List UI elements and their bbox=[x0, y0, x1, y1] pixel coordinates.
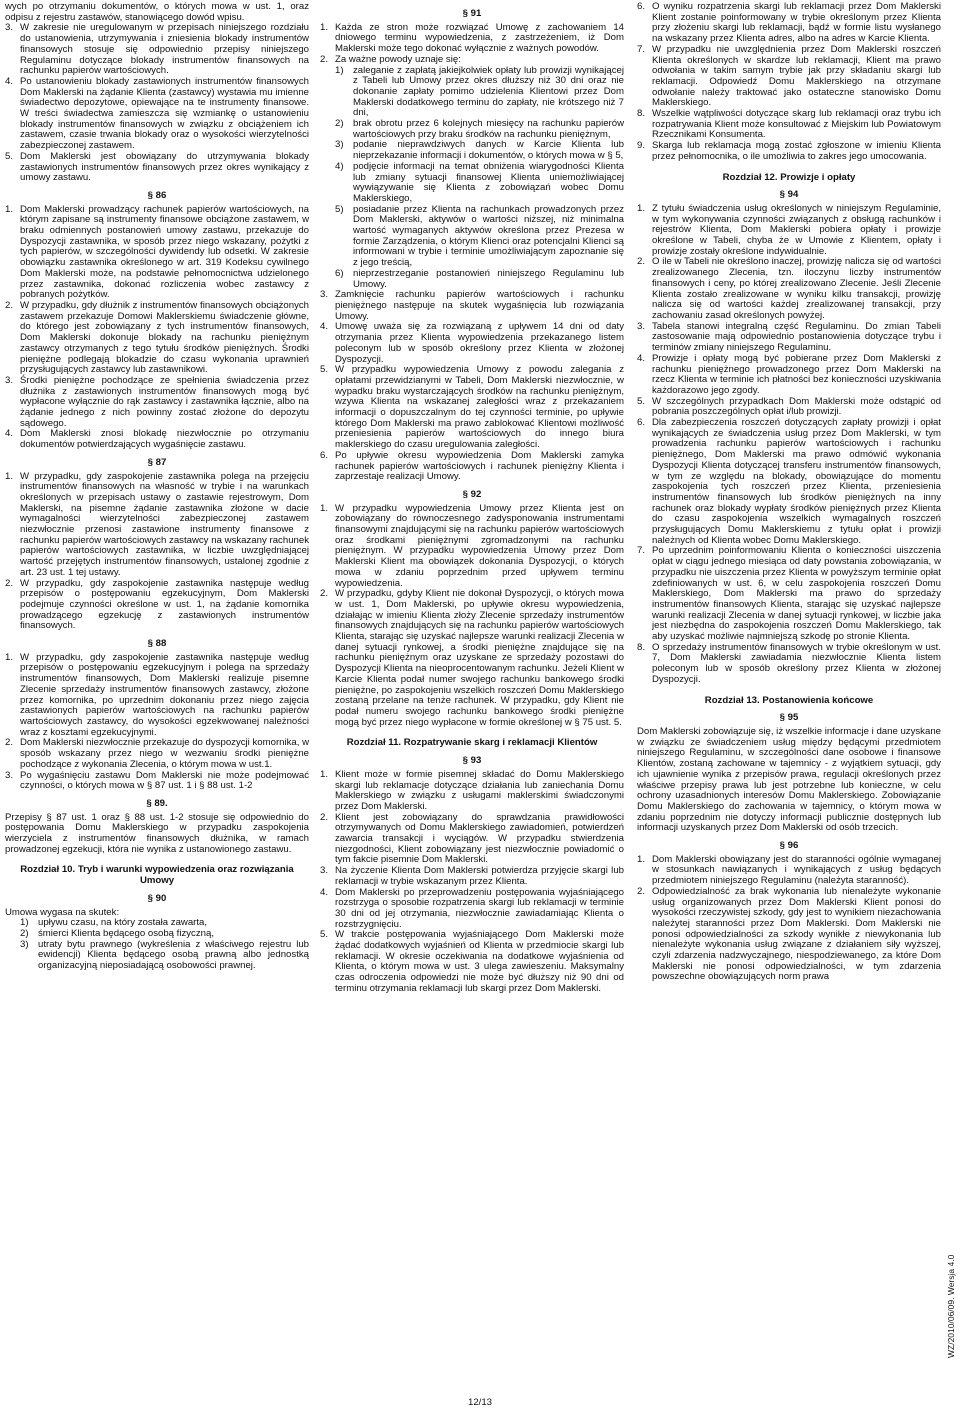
item-text: W przypadku nie uwzględnienia przez Dom Maklerski roszczeń Klienta określonych w skardze lub reklamacji, Klient ma prawo odwołania w takim samym trybie jak przy składaniu skargi lub reklamacji. Odpowiedź Domu Maklerskiego na otrzymane odwołanie należy traktować jako ostateczne stanowisko Domu Maklerskiego. bbox=[652, 43, 941, 109]
item-text: W przypadku wypowiedzenia Umowy przez Klienta jest on zobowiązany do równoczesnego zadysponowania instrumentami finansowymi znajdującymi się na rachunku papierów wartościowych oraz środkami pieniężnymi zgromadzonymi na rachunku pieniężnym. W przypadku wypowiedzenia Umowy przez Dom Maklerski Klient ma obowiązek dokonania Dyspozycji, o których mowa w zdaniu poprzednim przed upływem terminu wypowiedzenia. bbox=[335, 502, 624, 589]
numbered-item bbox=[637, 418, 941, 546]
column-right bbox=[637, 2, 941, 983]
sub-list-item bbox=[335, 269, 624, 290]
item-text: nieprzestrzeganie postanowień niniejszego Regulaminu lub Umowy. bbox=[353, 267, 624, 290]
item-text: W przypadku, gdyby Klient nie dokonał Dyspozycji, o których mowa w ust. 1, Dom Maklerski, po upływie okresu wypowiedzenia, działając w imieniu Klienta złoży Zlecenie sprzedaży instrumentów finansowych znajdujących się na rachunku papierów wartościowych Klienta, starając się uzyskać najlepsze warunki realizacji Zlecenia w danej sytuacji rynkowej, a środki pieniężne znajdujące się na rachunku pieniężnym oraz uzyskane ze sprzedaży pozostawi do Dyspozycji Klienta na nieoprocentowanym rachunku. Jeżeli Klient w Karcie Klienta podał numer swojego rachunku bankowego środki pieniężne, po zaspokojeniu wszelkich roszczeń Domu Maklerskiego zostaną przelane na tenże rachunek. W przypadku, gdy Klient nie podał numeru swojego rachunku bankowego środki pieniężne mogą być przez niego wypłacone w formie określonej w § 75 ust. 5. bbox=[335, 588, 624, 728]
numbered-item bbox=[637, 354, 941, 397]
item-text: W zakresie nie uregulowanym w przepisach niniejszego rozdziału do ustanowienia, utrzymywania i zniesienia blokady instrumentów finansowych stosuje się odpowiednio przepisy niniejszego Regulaminu dotyczące blokady instrumentów finansowych na rachunku papierów wartościowych. bbox=[20, 22, 309, 77]
numbered-item bbox=[5, 472, 309, 579]
numbered-item bbox=[5, 301, 309, 376]
item-number: 1) bbox=[335, 64, 344, 76]
sub-list-item bbox=[335, 119, 624, 140]
numbered-item bbox=[320, 23, 624, 55]
item-number: 1. bbox=[5, 203, 14, 215]
item-text: Prowizje i opłaty mogą być pobierane przez Dom Maklerski z rachunku pieniężnego prowadzonego przez Dom Maklerski na rzecz Klienta w terminie ich płatności bez konieczności uzyskiwania każdorazowo jego zgody. bbox=[652, 352, 941, 396]
item-number: 7. bbox=[637, 545, 646, 557]
section-heading: § 94 bbox=[779, 189, 799, 201]
item-text: Klient może w formie pisemnej składać do Domu Maklerskiego skargi lub reklamacje dotyczące działania lub zaniechania Domu Maklerskiego w związku z usługami maklerskimi świadczonymi przez Dom Maklerski. bbox=[335, 768, 624, 812]
item-number: 2. bbox=[320, 588, 329, 600]
version-note: WZ/2010/06/09. Wersja 4.0 bbox=[946, 1254, 956, 1358]
numbered-item bbox=[320, 322, 624, 365]
item-number: 3) bbox=[20, 938, 29, 950]
item-text: Dom Maklerski po przeprowadzeniu postępowania wyjaśniającego rozstrzyga o sposobie rozpatrzenia skargi lub reklamacji w terminie 30 dni od jej otrzymania, niezwłocznie zawiadamiając Klienta o rozstrzygnięciu. bbox=[335, 886, 624, 930]
numbered-item bbox=[5, 376, 309, 430]
item-number: 5. bbox=[320, 364, 329, 376]
item-number: 5) bbox=[335, 203, 344, 215]
item-text: Po wygaśnięciu zastawu Dom Maklerski nie może podejmować czynności, o których mowa w § 87 ust. 1 i § 88 ust. 1-2 bbox=[20, 769, 309, 792]
item-number: 3. bbox=[637, 320, 646, 332]
chapter-heading: Rozdział 12. Prowizje i opłaty bbox=[722, 171, 856, 183]
item-text: posiadanie przez Klienta na rachunkach prowadzonych przez Dom Maklerski, aktywów o wartości niższej, niż minimalna wartość wymaganych aktywów określona przez Prezesa w formie Zarządzenia, o którym Klienci oraz potencjalni Klienci są informowani w trybie i terminie umożliwiającym zapoznanie się z jego treścią, bbox=[353, 203, 624, 269]
item-number: 4. bbox=[320, 886, 329, 898]
numbered-item bbox=[637, 397, 941, 418]
numbered-item bbox=[637, 2, 941, 45]
item-number: 3. bbox=[5, 374, 14, 386]
page-number: 12/13 bbox=[467, 1397, 492, 1408]
item-text: upływu czasu, na który została zawarta, bbox=[38, 917, 208, 929]
item-number: 2) bbox=[335, 118, 344, 130]
section-heading: § 96 bbox=[779, 840, 799, 852]
column-middle bbox=[320, 2, 624, 995]
numbered-item bbox=[320, 290, 624, 322]
numbered-item bbox=[637, 887, 941, 983]
section-heading: § 92 bbox=[462, 488, 482, 500]
item-text: O ile w Tabeli nie określono inaczej, prowizję nalicza się od wartości zrealizowanego Zlecenia, tzn. iloczynu liczby instrumentów finansowych i ceny, po której zrealizowano Zlecenie. Jeśli Zlecenie Klienta zostało zrealizowane w wyniku kilku transakcji, prowizję nalicza się od wartości każdej zrealizowanej transakcji, przy zachowaniu zasad określonych powyżej. bbox=[652, 256, 941, 321]
numbered-item bbox=[5, 653, 309, 739]
item-number: 2. bbox=[5, 577, 14, 589]
item-number: 1) bbox=[20, 917, 29, 929]
section-heading: § 95 bbox=[779, 712, 799, 724]
item-number: 4. bbox=[320, 321, 329, 333]
numbered-item bbox=[320, 888, 624, 931]
numbered-item bbox=[637, 322, 941, 354]
item-text: podjęcie informacji na temat obniżenia wiarygodności Klienta lub zmiany sytuacji finansowej Klienta uniemożliwiającej wywiązywanie się Klienta z zobowiązań wobec Domu Maklerskiego, bbox=[353, 160, 624, 204]
item-number: 5. bbox=[637, 395, 646, 407]
numbered-item bbox=[637, 141, 941, 162]
item-number: 1. bbox=[5, 651, 14, 663]
section-heading: § 86 bbox=[147, 189, 167, 201]
item-text: Po uprzednim poinformowaniu Klienta o konieczności uiszczenia opłat w ciągu jednego miesiąca od daty powstania zobowiązania, w przypadku nie uiszczenia przez Klienta w powyższym terminie opłat zdefiniowanych w ust. 6, w celu zaspokojenia roszczeń Domu Maklerskiego, Dom Maklerski ma prawo do sprzedaży instrumentów finansowych Klienta, starając się uzyskać najlepsze warunki realizacji Zlecenia w danej sytuacji rynkowej, w liczbie jaka jest niezbędna do zaspokojenia roszczeń Domu Maklerskiego, tak aby uzyskać możliwie najmniejszą szkodę po stronie Klienta. bbox=[652, 545, 941, 643]
item-number: 1. bbox=[637, 202, 646, 214]
item-text: Tabela stanowi integralną część Regulaminu. Do zmian Tabeli zastosowanie mają odpowiednio postanowienia dotyczące trybu i terminów zmiany niniejszego Regulaminu. bbox=[652, 320, 941, 354]
chapter-heading: Rozdział 11. Rozpatrywanie skarg i reklamacji Klientów bbox=[346, 737, 598, 749]
item-number: 2. bbox=[5, 737, 14, 749]
numbered-item bbox=[637, 643, 941, 686]
item-text: W trakcie postępowania wyjaśniającego Dom Maklerski może żądać dodatkowych wyjaśnień od Klienta w przedmiocie skargi lub reklamacji. W okresie oczekiwania na dodatkowe wyjaśnienia od Klienta, o którym mowa w ust. 3 ulega zawieszeniu. Maksymalny czas odroczenia odpowiedzi nie może być dłuższy niż 90 dni od terminu otrzymania reklamacji lub skargi przez Dom Maklerski. bbox=[335, 929, 624, 994]
item-number: 4. bbox=[5, 428, 14, 440]
column-left bbox=[5, 2, 309, 972]
item-text: brak obrotu przez 6 kolejnych miesięcy na rachunku papierów wartościowych przy braku środków na rachunku pieniężnym, bbox=[353, 118, 624, 140]
item-text: W szczególnych przypadkach Dom Maklerski może odstąpić od pobrania poszczególnych opłat i/lub prowizji. bbox=[652, 395, 941, 418]
item-number: 1. bbox=[320, 768, 329, 780]
paragraph: Umowa wygasa na skutek: bbox=[5, 906, 120, 918]
item-text: Po upływie okresu wypowiedzenia Dom Maklerski zamyka rachunek papierów wartościowych i rachunek pieniężny Klienta i zaprzestaje realizacji Umowy. bbox=[335, 449, 624, 483]
numbered-item bbox=[5, 23, 309, 77]
item-number: 6. bbox=[637, 1, 646, 12]
numbered-item bbox=[637, 45, 941, 109]
sub-list-item bbox=[20, 940, 309, 972]
paragraph: wych po otrzymaniu dokumentów, o których mowa w ust. 1, oraz odpisu z rejestru zastawów, stanowiącego dowód wpisu. bbox=[5, 1, 309, 23]
item-number: 3. bbox=[5, 22, 14, 34]
item-text: Dom Maklerski znosi blokadę niezwłocznie po otrzymaniu dokumentów potwierdzających wygaśnięcie zastawu. bbox=[20, 428, 309, 451]
item-text: śmierci Klienta będącego osobą fizyczną, bbox=[38, 927, 214, 939]
item-text: O sprzedaży instrumentów finansowych w trybie określonym w ust. 7, Dom Maklerski zawiadamia niezwłocznie Klienta listem poleconym lub w sposób określony przez Klienta w złożonej Dyspozycji. bbox=[652, 641, 941, 685]
item-text: O wyniku rozpatrzenia skargi lub reklamacji przez Dom Maklerski Klient zostanie poinformowany w trybie określonym przez Klienta przy złożeniu skargi lub reklamacji, bądź w formie listu wysłanego na wskazany przez Klienta adres, albo na adres w Karcie Klienta. bbox=[652, 1, 941, 45]
item-number: 1. bbox=[637, 853, 646, 865]
section-heading: § 87 bbox=[147, 456, 167, 468]
item-number: 8. bbox=[637, 108, 646, 120]
numbered-item bbox=[5, 738, 309, 770]
item-number: 4. bbox=[637, 352, 646, 364]
numbered-item bbox=[637, 855, 941, 887]
item-text: Wszelkie wątpliwości dotyczące skarg lub reklamacji oraz trybu ich rozpatrywania Klient może konsultować z Miejskim lub Powiatowym Rzecznikami Konsumenta. bbox=[652, 108, 941, 141]
item-number: 5. bbox=[5, 150, 14, 162]
numbered-item bbox=[320, 813, 624, 867]
item-text: Klient jest zobowiązany do sprawdzania prawidłowości otrzymywanych od Domu Maklerskiego zawiadomień, potwierdzeń zawarcia transakcji i wyciągów. W przypadku stwierdzenia niezgodności, Klient zobowiązany jest niezwłocznie powiadomić o tym fakcie pisemnie Dom Maklerski. bbox=[335, 811, 624, 866]
item-number: 1. bbox=[5, 470, 14, 482]
item-number: 2. bbox=[637, 256, 646, 268]
item-number: 6. bbox=[320, 449, 329, 461]
section-heading: § 90 bbox=[147, 892, 167, 904]
item-number: 9. bbox=[637, 140, 646, 152]
item-text: Na życzenie Klienta Dom Maklerski potwierdza przyjęcie skargi lub reklamacji w trybie wskazanym przez Klienta. bbox=[335, 865, 624, 887]
numbered-item bbox=[320, 451, 624, 483]
item-text: Z tytułu świadczenia usług określonych w niniejszym Regulaminie, w tym wykonywania czynności związanych z obsługą rachunków i rejestrów Klienta, Dom Maklerski pobiera opłaty i prowizje określone w Tabeli, chyba że w Umowie z Klientem, opłaty i prowizje zostały określone indywidualnie. bbox=[652, 202, 941, 257]
section-heading: § 91 bbox=[462, 8, 482, 19]
section-heading: § 89. bbox=[146, 797, 168, 809]
item-number: 1. bbox=[320, 21, 329, 33]
item-text: Środki pieniężne pochodzące ze spełnienia świadczenia przez dłużnika z zastawionych instrumentów finansowych mogą być wypłacone wyłącznie do rąk zastawcy i zastawnika łącznie, albo na żądanie jednego z nich powinny zostać złożone do depozytu sądowego. bbox=[20, 374, 309, 429]
chapter-heading: Rozdział 10. Tryb i warunki wypowiedzenia oraz rozwiązania Umowy bbox=[20, 864, 294, 887]
item-number: 6. bbox=[637, 417, 646, 429]
item-number: 6) bbox=[335, 267, 344, 279]
item-text: Dom Maklerski prowadzący rachunek papierów wartościowych, na którym zapisane są instrumenty finansowe obciążone zastawem, w braku odmiennych postanowień umowy zastawu, przekazuje do Dyspozycji zastawnika, w sposób przez niego wskazany, pożytki z tych papierów, w szczególności dywidendy lub odsetki. W zakresie obowiązku zastawnika określonego w art. 319 Kodeksu cywilnego Dom Maklerski może, na podstawie pełnomocnictwa udzielonego przez zastawnika, dokonać rozliczenia wobec zastawcy z pobranych pożytków. bbox=[20, 203, 309, 301]
numbered-item bbox=[5, 152, 309, 184]
numbered-item bbox=[5, 771, 309, 792]
paragraph: Przepisy § 87 ust. 1 oraz § 88 ust. 1-2 stosuje się odpowiednio do postępowania Domu Maklerskiego w przypadku zaspokojenia wierzyciela z instrumentów finansowych dłużnika, w ramach prowadzonej egzekucji, która nie wynika z ustanowionego zastawu. bbox=[5, 811, 309, 855]
item-number: 4) bbox=[335, 160, 344, 172]
item-number: 3. bbox=[320, 289, 329, 301]
numbered-item bbox=[637, 109, 941, 141]
item-text: Dla zabezpieczenia roszczeń dotyczących zapłaty prowizji i opłat wynikających ze świadczenia usług przez Dom Maklerski, w tym prowadzenia rachunku papierów wartościowych i rachunku pieniężnego, Dom Maklerski ma prawo odmówić wykonania Dyspozycji Klienta dotyczącej transferu instrumentów finansowych, w tym ze względu na blokady, obowiązujące do momentu zaspokojenia tych roszczeń przez Klienta, przeniesienia instrumentów finansowych lub środków pieniężnych na inny rachunek oraz blokady wypłaty środków pieniężnych przez Klienta do czasu zaspokojenia wszelkich wymagalnych roszczeń przysługujących Domu Maklerskiemu z tytułu opłat i prowizji należnych od Klienta wobec Domu Maklerskiego. bbox=[652, 417, 941, 546]
numbered-item bbox=[5, 429, 309, 450]
sub-list-item bbox=[335, 140, 624, 161]
item-text: Dom Maklerski niezwłocznie przekazuje do dyspozycji komornika, w sposób wskazany przez niego w wezwaniu środki pieniężne pochodzące z wykonania Zlecenia, o którym mowa w ust.1. bbox=[20, 737, 309, 770]
sub-list-item bbox=[335, 66, 624, 120]
item-number: 2. bbox=[637, 885, 646, 897]
item-text: W przypadku, gdy zaspokojenie zastawnika polega na przejęciu instrumentów finansowych na własność w trybie i na warunkach określonych w przepisach ustawy o zastawie rejestrowym, Dom Maklerski, na pisemne żądanie zastawnika złożone w dacie wymagalności wierzytelności zabezpieczonej zastawem niezwłocznie przenosi zastawione instrumenty finansowe z rachunku papierów wartościowych zastawcy na wskazany rachunek papierów wartościowych zastawnika, w liczbie uwzględniającej wartość przejętych instrumentów finansowych, ustalonej zgodnie z art. 23 ust. 1 tej ustawy. bbox=[20, 470, 309, 578]
sub-list-item bbox=[335, 205, 624, 269]
item-text: Za ważne powody uznaje się: bbox=[335, 53, 461, 65]
numbered-item bbox=[637, 546, 941, 642]
numbered-item bbox=[5, 579, 309, 633]
item-text: zaleganie z zapłatą jakiejkolwiek opłaty lub prowizji wynikającej z Tabeli lub Umowy przez okres dłuższy niż 30 dni oraz nie dokonanie zapłaty pomimo udzielenia Klientowi przez Dom Maklerski dodatkowego terminu do zapłaty, nie krótszego niż 7 dni, bbox=[353, 64, 624, 119]
paragraph: Dom Maklerski zobowiązuje się, iż wszelkie informacje i dane uzyskane w związku ze świadczeniem usług między będącymi przedmiotem niniejszego Regulaminu, w szczególności dane osobowe i finansowe Klientów, zostaną zachowane w tajemnicy - z wyjątkiem sytuacji, gdy ich ujawnienie wynika z przepisów prawa, regulacji określonych przez właściwe przepisy prawa lub jest potrzebne lub konieczne, w celu ochrony uzasadnionych interesów Domu Maklerskiego. Zobowiązanie Domu Maklerskiego do zachowania w tajemnicy, o którym mowa w zdaniu poprzednim nie dotyczy informacji publicznie dostępnych lub informacji uzyskanych przez Dom Maklerski od osób trzecich. bbox=[637, 726, 941, 834]
item-number: 2) bbox=[20, 927, 29, 939]
numbered-item bbox=[320, 504, 624, 590]
item-text: W przypadku, gdy zaspokojenie zastawnika następuje według przepisów o postępowaniu egzekucyjnym, Dom Maklerski podejmuje czynności określone w ust. 1, na żądanie komornika prowadzącego egzekucję z zastawionych instrumentów finansowych. bbox=[20, 577, 309, 632]
numbered-item bbox=[320, 770, 624, 813]
numbered-item bbox=[320, 930, 624, 994]
item-text: Skarga lub reklamacja mogą zostać zgłoszone w imieniu Klienta przez pełnomocnika, o ile umożliwia to zakres jego umocowania. bbox=[652, 140, 941, 162]
item-text: Umowę uważa się za rozwiązaną z upływem 14 dni od daty otrzymania przez Klienta wypowiedzenia przekazanego listem poleconym lub w sposób określony przez Klienta w złożonej Dyspozycji. bbox=[335, 321, 624, 365]
item-number: 3. bbox=[5, 769, 14, 781]
numbered-item bbox=[5, 205, 309, 301]
item-number: 2. bbox=[5, 299, 14, 311]
item-text: Po ustanowieniu blokady zastawionych instrumentów finansowych Dom Maklerski na żądanie Klienta (zastawcy) wystawia mu imienne świadectwo depozytowe, opiewające na te instrumenty finansowe. W treści świadectwa zamieszcza się wzmiankę o ustanowieniu blokady instrumentów finansowych w związku z obciążeniem ich zastawem, czasie trwania blokady oraz o wysokości wierzytelności zabezpieczonej zastawem. bbox=[20, 75, 309, 152]
item-number: 8. bbox=[637, 641, 646, 653]
item-number: 1. bbox=[320, 502, 329, 514]
numbered-item bbox=[320, 589, 624, 728]
chapter-heading: Rozdział 13. Postanowienia końcowe bbox=[704, 694, 874, 706]
item-number: 2. bbox=[320, 811, 329, 823]
item-text: Odpowiedzialność za brak wykonania lub nienależyte wykonanie usług organizowanych przez Dom Maklerski Klient ponosi do wysokości rzeczywistej szkody, gdy jest to wynikiem niezachowania należytej staranności przez Dom Maklerski. Dom Maklerski nie ponosi odpowiedzialności za szkody wynikłe z niewykonania lub nienależyte wykonania usług związane z działaniem siły wyższej, czyli zdarzenia nadzwyczajnego, niespodziewanego, za które Dom Maklerski nie ponosi odpowiedzialności, w tym zdarzenia powszechne obowiązujących norm prawa bbox=[652, 885, 941, 983]
section-heading: § 93 bbox=[462, 755, 482, 767]
item-number: 4. bbox=[5, 75, 14, 87]
item-number: 3. bbox=[320, 865, 329, 877]
item-text: utraty bytu prawnego (wykreślenia z właściwego rejestru lub ewidencji) Klienta będącego osobą prawną albo jednostką organizacyjną nieposiadającą osobowości prawnej. bbox=[38, 938, 309, 972]
item-number: 2. bbox=[320, 53, 329, 65]
item-text: Dom Maklerski obowiązany jest do staranności ogólnie wymaganej w stosunkach nawiązanych i wynikających z usług będących przedmiotem niniejszego Regulaminu (należyta staranność). bbox=[652, 853, 941, 887]
item-number: 5. bbox=[320, 929, 329, 941]
item-text: W przypadku, gdy dłużnik z instrumentów finansowych obciążonych zastawem przekazuje Domowi Maklerskiemu świadczenie główne, do którego jest zobowiązany z tych instrumentów finansowych, Dom Maklerski dokonuje blokady na rachunku pieniężnym zastawcy otrzymanych z tego tytułu środków pieniężnych. Środki pieniężne podlegają blokadzie do czasu wykonania uprawnień przysługujących zastawcy lub zastawnikowi. bbox=[20, 299, 309, 376]
numbered-item bbox=[637, 257, 941, 321]
item-number: 3) bbox=[335, 139, 344, 151]
item-number: 7. bbox=[637, 43, 646, 55]
numbered-item bbox=[320, 365, 624, 451]
item-text: Dom Maklerski jest obowiązany do utrzymywania blokady zastawionych instrumentów finansowych przez okres wynikający z umowy zastawu. bbox=[20, 150, 309, 184]
item-text: W przypadku, gdy zaspokojenie zastawnika następuje według przepisów o postępowaniu egzekucyjnym i polega na sprzedaży instrumentów finansowych, Dom Maklerski realizuje pisemne Zlecenie sprzedaży instrumentów finansowych zastawcy, złożone przez komornika, po uprzednim dokonaniu przez niego zajęcia zastawionych papierów wartościowych na rachunku papierów wartościowych zastawcy, do wysokości egzekwowanej należności wraz z kosztami egzekucyjnymi. bbox=[20, 651, 309, 738]
numbered-item bbox=[5, 77, 309, 152]
numbered-item bbox=[637, 204, 941, 258]
numbered-item bbox=[320, 55, 624, 66]
numbered-item bbox=[320, 866, 624, 887]
item-text: podanie nieprawdziwych danych w Karcie Klienta lub nieprzekazanie informacji i dokumentów, o których mowa w § 5, bbox=[353, 139, 624, 162]
item-text: W przypadku wypowiedzenia Umowy z powodu zalegania z opłatami przewidzianymi w Tabeli, Dom Maklerski niezwłocznie, w wypadku braku wystarczających środków na rachunku pieniężnym, wzywa Klienta na wskazanej zaległości wraz z przekazaniem informacji o dopuszczalnym do tej czynności terminie, po upływie którego Dom Maklerski ma prawo zablokować Klientowi możliwość przeniesienia papierów wartościowych do innego biura maklerskiego do czasu uregulowania zaległości. bbox=[335, 364, 624, 451]
item-text: Zamknięcie rachunku papierów wartościowych i rachunku pieniężnego następuje na skutek wygaśnięcia lub rozwiązania Umowy. bbox=[335, 289, 624, 322]
item-text: Każda ze stron może rozwiązać Umowę z zachowaniem 14 dniowego terminu wypowiedzenia, z zastrzeżeniem, iż Dom Maklerski może tego dokonać wyłącznie z ważnych powodów. bbox=[335, 21, 624, 55]
sub-list-item bbox=[335, 162, 624, 205]
section-heading: § 88 bbox=[147, 638, 167, 650]
